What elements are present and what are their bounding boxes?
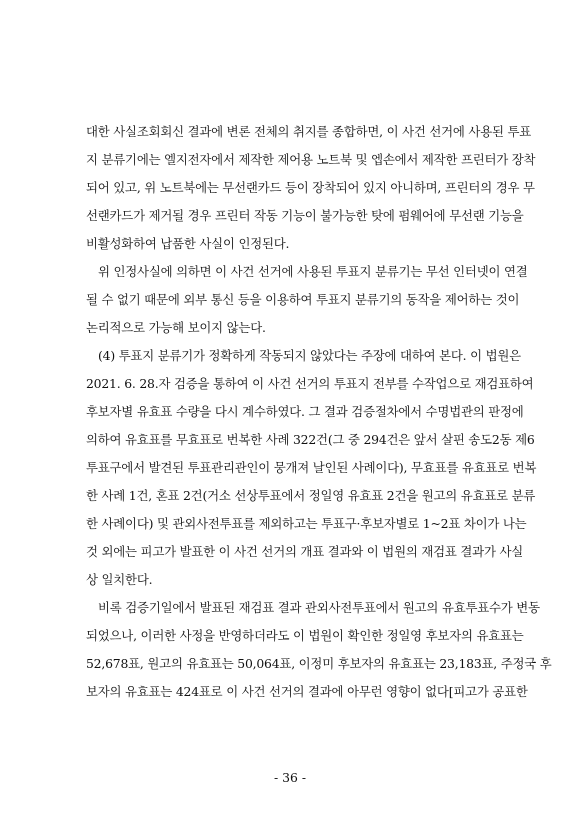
- text-line: 상 일치한다.: [86, 572, 153, 587]
- text-line: 위 인정사실에 의하면 이 사건 선거에 사용된 투표지 분류기는 무선 인터넷이 연결: [98, 264, 528, 279]
- paragraph: [86, 258, 528, 342]
- text-line: 선랜카드가 제거될 경우 프린터 작동 기능이 불가능한 탓에 펌웨어에 무선랜 기능을: [86, 208, 524, 223]
- text-line: 52,678표, 원고의 유효표는 50,064표, 이정미 후보자의 유효표는 23,183표, 주정국 후: [86, 656, 552, 671]
- text-line: 한 사례 1건, 혼표 2건(거소 선상투표에서 정일영 유효표 2건을 원고의 유효표로 분류: [86, 488, 536, 503]
- paragraph: [86, 594, 552, 706]
- text-line: 것 외에는 피고가 발표한 이 사건 선거의 개표 결과와 이 법원의 재검표 결과가 사실: [86, 544, 523, 559]
- text-line: 되어 있고, 위 노트북에는 무선랜카드 등이 장착되어 있지 아니하며, 프린터의 경우 무: [86, 180, 535, 195]
- text-line: 한 사례이다) 및 관외사전투표를 제외하고는 투표구·후보자별로 1~2표 차이가 나는: [86, 516, 527, 531]
- text-line: 의하여 유효표를 무효표로 번복한 사례 322건(그 중 294건은 앞서 살핀 송도2동 제6: [86, 432, 535, 447]
- page-number: - 36 -: [273, 770, 307, 785]
- text-line: 2021. 6. 28.자 검증을 통하여 이 사건 선거의 투표지 전부를 수작업으로 재검표하여: [86, 376, 534, 391]
- text-line: 보자의 유효표는 424표로 이 사건 선거의 결과에 아무런 영향이 없다[피고가 공표한: [86, 684, 528, 699]
- paragraph: [86, 118, 536, 258]
- text-line: 될 수 없기 때문에 외부 통신 등을 이용하여 투표지 분류기의 동작을 제어하는 것이: [86, 292, 520, 307]
- text-line: (4) 투표지 분류기가 정확하게 작동되지 않았다는 주장에 대하여 본다. 이 법원은: [98, 348, 521, 363]
- text-line: 비록 검증기일에서 발표된 재검표 결과 관외사전투표에서 원고의 유효투표수가 변동: [98, 600, 540, 615]
- text-line: 논리적으로 가능해 보이지 않는다.: [86, 320, 266, 335]
- text-line: 후보자별 유효표 수량을 다시 계수하였다. 그 결과 검증절차에서 수명법관의 판정에: [86, 404, 524, 419]
- body-text: [86, 118, 552, 706]
- text-line: 투표구에서 발견된 투표관리관인이 뭉개져 날인된 사례이다), 무효표를 유효표로 번복: [86, 460, 537, 475]
- text-line: 비활성화하여 납품한 사실이 인정된다.: [86, 236, 290, 251]
- paragraph: [86, 342, 537, 594]
- text-line: 대한 사실조회회신 결과에 변론 전체의 취지를 종합하면, 이 사건 선거에 사용된 투표: [86, 124, 532, 139]
- text-line: 지 분류기에는 엘지전자에서 제작한 제어용 노트북 및 엡손에서 제작한 프린터가 장착: [86, 152, 536, 167]
- text-line: 되었으나, 이러한 사정을 반영하더라도 이 법원이 확인한 정일영 후보자의 유효표는: [86, 628, 524, 643]
